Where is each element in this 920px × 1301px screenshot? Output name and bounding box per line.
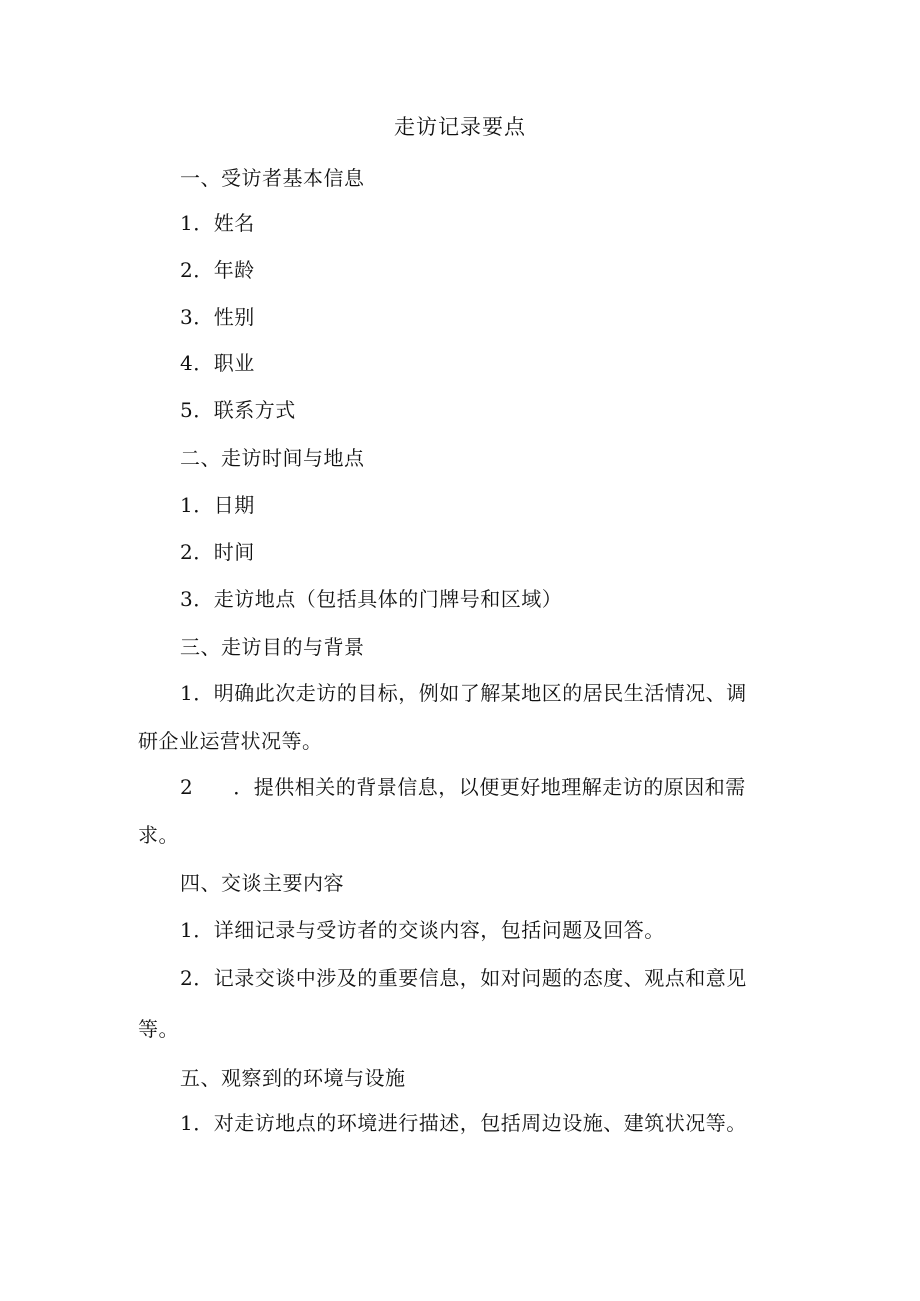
paragraph-line: 求。 — [138, 823, 179, 847]
list-item: 1．姓名 — [180, 211, 255, 235]
section-heading-purpose: 三、走访目的与背景 — [180, 635, 365, 659]
list-item: 4．职业 — [180, 351, 255, 375]
page-title: 走访记录要点 — [394, 115, 526, 139]
list-item: 5．联系方式 — [180, 398, 296, 422]
list-item: 1．日期 — [180, 493, 255, 517]
item-number: 2 — [180, 775, 194, 799]
paragraph-line: 2．记录交谈中涉及的重要信息，如对问题的态度、观点和意见 — [180, 966, 747, 990]
section-heading-conversation: 四、交谈主要内容 — [180, 871, 344, 895]
paragraph-line: 1．明确此次走访的目标，例如了解某地区的居民生活情况、调 — [180, 681, 747, 705]
list-item: 3．走访地点（包括具体的门牌号和区域） — [180, 587, 563, 611]
paragraph-line — [180, 772, 746, 802]
list-item: 2．年龄 — [180, 258, 255, 282]
item-text: ．提供相关的背景信息，以便更好地理解走访的原因和需 — [233, 775, 746, 799]
paragraph-line: 等。 — [138, 1017, 179, 1041]
list-item: 3．性别 — [180, 305, 255, 329]
paragraph-line: 研企业运营状况等。 — [138, 729, 323, 753]
list-item: 2．时间 — [180, 540, 255, 564]
section-heading-environment: 五、观察到的环境与设施 — [180, 1066, 406, 1090]
section-heading-basic-info: 一、受访者基本信息 — [180, 166, 365, 190]
section-heading-time-place: 二、走访时间与地点 — [180, 446, 365, 470]
paragraph-line: 1．详细记录与受访者的交谈内容，包括问题及回答。 — [180, 918, 665, 942]
paragraph-line: 1．对走访地点的环境进行描述，包括周边设施、建筑状况等。 — [180, 1111, 747, 1135]
